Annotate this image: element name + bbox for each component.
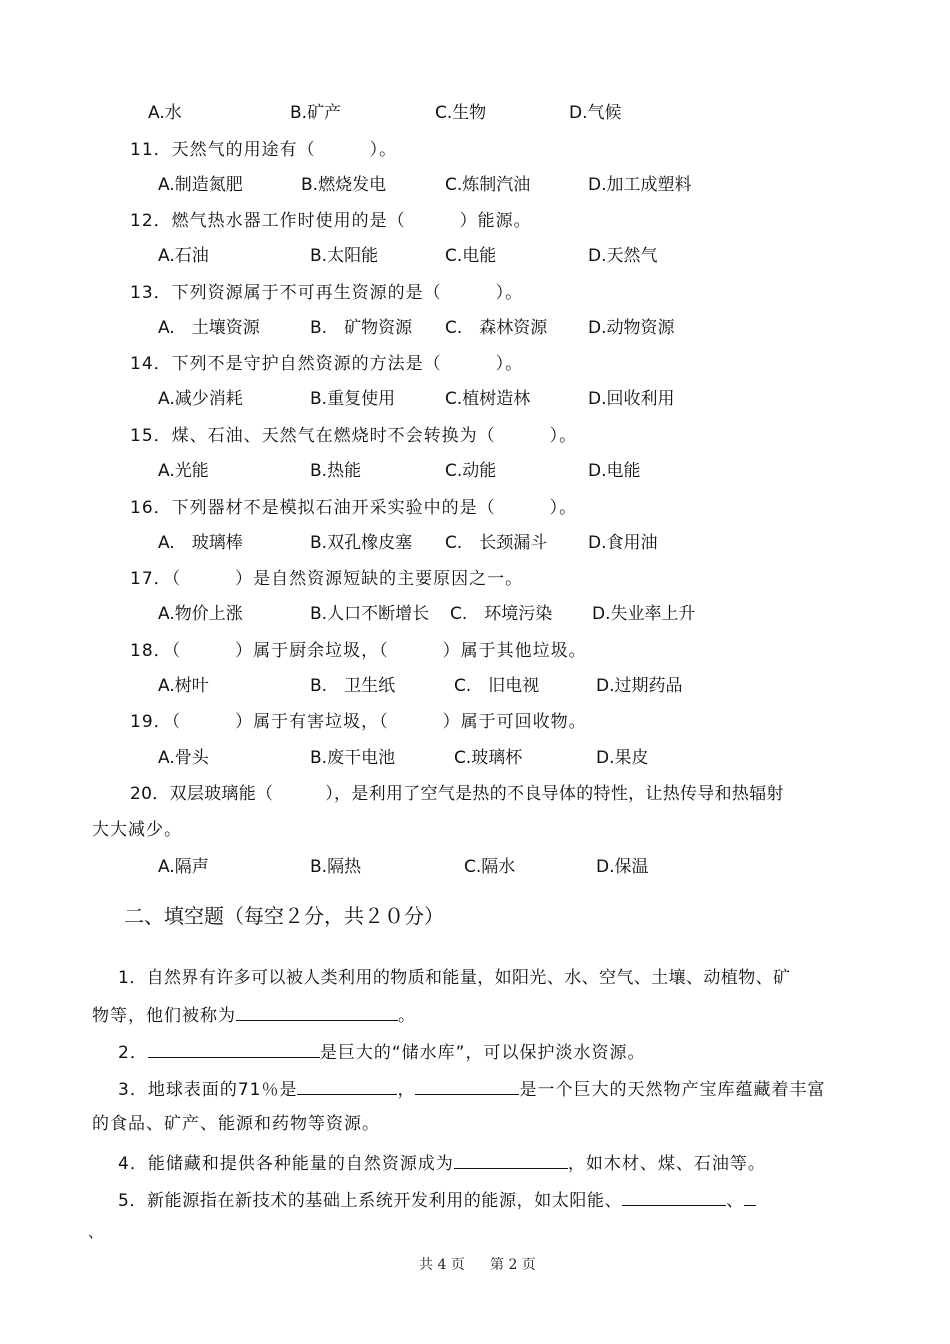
q14-option-b: B.重复使用 [310,389,396,409]
q14-option-c: C.植树造林 [445,389,531,409]
question-20: 20．双层玻璃能（ ），是利用了空气是热的不良导体的特性，让热传导和热辐射 [130,784,784,804]
q15-option-d: D.电能 [588,461,641,481]
question-11: 11．天然气的用途有（ ）。 [130,140,398,160]
fill-2-number: 2． [118,1043,148,1063]
q13-option-b: B. 矿物资源 [310,318,413,338]
q13-option-d: D.动物资源 [588,318,675,338]
question-15: 15．煤、石油、天然气在燃烧时不会转换为（ ）。 [130,426,578,446]
q17-option-d: D.失业率上升 [592,604,696,624]
fill-5-continued: 、 [88,1223,105,1241]
fill-3-text-c: 是一个巨大的天然物产宝库蕴藏着丰富 [519,1080,826,1100]
q17-option-a: A.物价上涨 [158,604,243,624]
q17-option-b: B.人口不断增长 [310,604,430,624]
q11-option-c: C.炼制汽油 [445,175,531,195]
q10-option-b: B.矿产 [290,103,342,123]
fill-1-blank[interactable] [236,1002,398,1021]
q19-option-c: C.玻璃杯 [454,748,523,768]
fill-1-text: 物等，他们被称为 [92,1006,236,1026]
q20-option-b: B.隔热 [310,857,362,877]
q16-option-d: D.食用油 [588,533,658,553]
q14-option-a: A.减少消耗 [158,389,243,409]
footer-total-pages: 共 4 页 [419,1257,465,1273]
q16-option-c: C. 长颈漏斗 [445,533,548,553]
q10-option-c: C.生物 [435,103,487,123]
q10-option-d: D.气候 [569,103,622,123]
fill-3-blank-1[interactable] [297,1076,397,1095]
question-18: 18．（ ）属于厨余垃圾，（ ）属于其他垃圾。 [130,641,587,661]
q20-option-c: C.隔水 [464,857,516,877]
q13-option-a: A. 土壤资源 [158,318,260,338]
q20-option-a: A.隔声 [158,857,209,877]
q20-option-d: D.保温 [596,857,649,877]
q18-option-c: C. 旧电视 [454,676,540,696]
q17-option-c: C. 环境污染 [450,604,553,624]
fill-4-text-b: ，如木材、煤、石油等。 [567,1154,766,1174]
fill-5-line [118,1187,756,1213]
q19-option-b: B.废干电池 [310,748,396,768]
fill-4-line [118,1150,766,1176]
q16-option-b: B.双孔橡皮塞 [310,533,413,553]
q12-option-b: B.太阳能 [310,246,379,266]
q18-option-a: A.树叶 [158,676,209,696]
question-13: 13．下列资源属于不可再生资源的是（ ）。 [130,283,524,303]
q14-option-d: D.回收利用 [588,389,675,409]
q18-option-d: D.过期药品 [596,676,683,696]
question-19: 19．（ ）属于有害垃圾，（ ）属于可回收物。 [130,712,587,732]
q15-option-c: C.动能 [445,461,497,481]
question-16: 16．下列器材不是模拟石油开采实验中的是（ ）。 [130,498,578,518]
fill-1-line-1: 1．自然界有许多可以被人类利用的物质和能量，如阳光、水、空气、土壤、动植物、矿 [118,968,791,988]
q15-option-a: A.光能 [158,461,209,481]
fill-5-sep: 、 [726,1191,744,1211]
fill-3-line-2: 的食品、矿产、能源和药物等资源。 [92,1114,380,1134]
fill-3-text-a: 3．地球表面的71％是 [118,1080,298,1100]
q15-option-b: B.热能 [310,461,362,481]
fill-5-blank-2[interactable] [744,1187,756,1206]
fill-2-line [118,1039,645,1065]
fill-2-text: 是巨大的“储水库”，可以保护淡水资源。 [319,1043,646,1063]
q19-option-d: D.果皮 [596,748,649,768]
fill-2-blank[interactable] [148,1039,320,1058]
fill-1-line-2 [92,1002,416,1028]
question-17: 17．（ ）是自然资源短缺的主要原因之一。 [130,569,524,589]
question-14: 14．下列不是守护自然资源的方法是（ ）。 [130,354,524,374]
q19-option-a: A.骨头 [158,748,209,768]
q11-option-d: D.加工成塑料 [588,175,692,195]
fill-3-line-1 [118,1076,825,1102]
q12-option-a: A.石油 [158,246,209,266]
footer-page-number: 第 2 页 [490,1257,536,1273]
q18-option-b: B. 卫生纸 [310,676,396,696]
question-20-continued: 大大减少。 [92,820,182,840]
fill-3-blank-2[interactable] [415,1076,519,1095]
fill-5-text-a: 5．新能源指在新技术的基础上系统开发利用的能源，如太阳能、 [118,1191,623,1211]
fill-1-end: 。 [398,1006,416,1026]
fill-4-text-a: 4．能储藏和提供各种能量的自然资源成为 [118,1154,454,1174]
fill-4-blank[interactable] [454,1150,568,1169]
q11-option-a: A.制造氮肥 [158,175,243,195]
fill-5-blank-1[interactable] [622,1187,726,1206]
q16-option-a: A. 玻璃棒 [158,533,243,553]
question-12: 12．燃气热水器工作时使用的是（ ）能源。 [130,211,532,231]
section-2-title: 二、填空题（每空２分，共２０分） [124,904,444,928]
q11-option-b: B.燃烧发电 [301,175,387,195]
q12-option-c: C.电能 [445,246,497,266]
fill-3-comma: ， [397,1080,416,1100]
q12-option-d: D.天然气 [588,246,658,266]
q13-option-c: C. 森林资源 [445,318,548,338]
q10-option-a: A.水 [148,103,182,123]
